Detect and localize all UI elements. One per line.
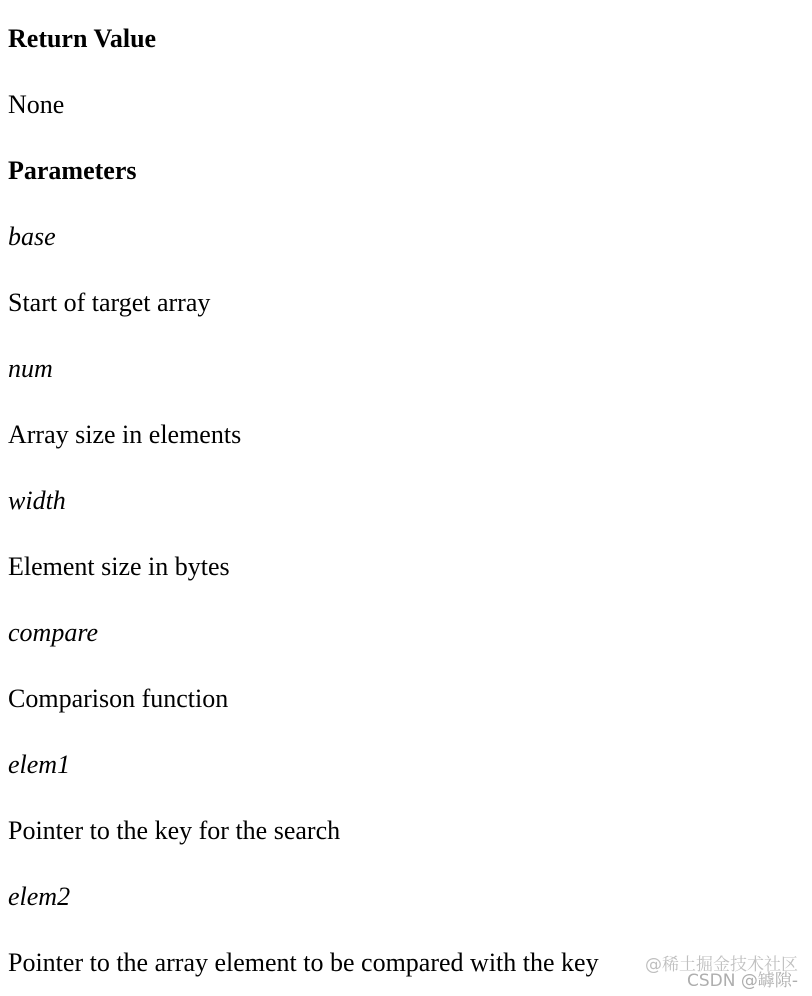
- param-desc-elem2: Pointer to the array element to be compared with the key: [8, 948, 599, 977]
- watermark-csdn: CSDN @罅隙-: [686, 971, 798, 991]
- param-desc-num: Array size in elements: [8, 420, 242, 449]
- param-name-base: base: [8, 222, 56, 251]
- param-desc-base: Start of target array: [8, 288, 211, 317]
- return-value-heading: Return Value: [8, 24, 157, 53]
- param-name-elem2: elem2: [8, 882, 71, 911]
- param-name-elem1: elem1: [8, 750, 71, 779]
- param-desc-elem1: Pointer to the key for the search: [8, 816, 341, 845]
- param-desc-compare: Comparison function: [8, 684, 229, 713]
- return-value-text: None: [8, 90, 65, 119]
- param-desc-width: Element size in bytes: [8, 552, 230, 581]
- param-name-width: width: [8, 486, 66, 515]
- param-name-compare: compare: [8, 618, 99, 647]
- param-name-num: num: [8, 354, 53, 383]
- watermark-juejin: @稀土掘金技术社区: [645, 955, 798, 975]
- parameters-heading: Parameters: [8, 156, 137, 185]
